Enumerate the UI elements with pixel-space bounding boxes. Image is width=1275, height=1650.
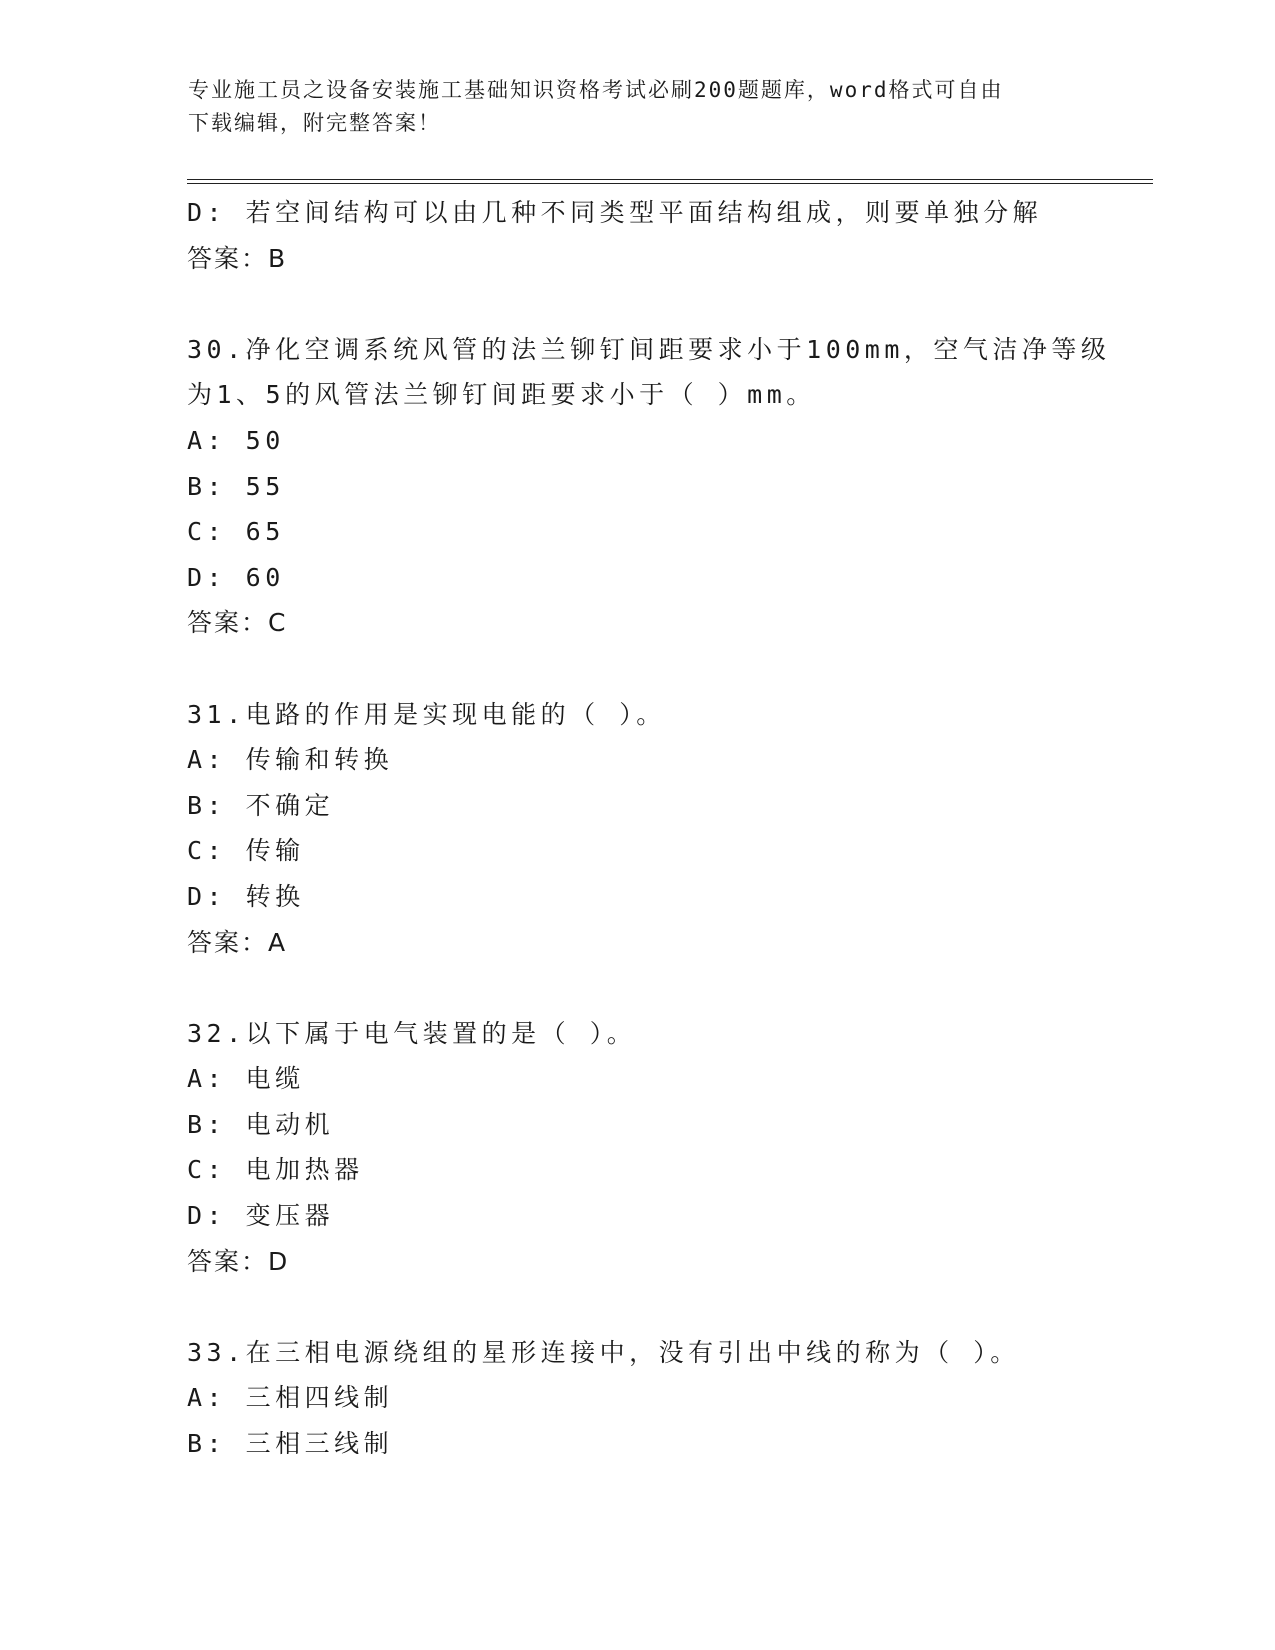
- spacer: [187, 646, 1127, 692]
- question-29-tail: [187, 190, 1127, 281]
- header-line-1: 专业施工员之设备安装施工基础知识资格考试必刷200题题库，word格式可自由: [188, 78, 1004, 102]
- option-a: A: 三相四线制: [187, 1383, 394, 1413]
- header-divider: [187, 179, 1153, 184]
- question-stem-continued: 为1、5的风管法兰铆钉间距要求小于（ ）mm。: [187, 380, 816, 410]
- answer-line: 答案：A: [187, 927, 288, 957]
- question-list: [187, 190, 1127, 1467]
- question-33: [187, 1330, 1127, 1467]
- answer-line: 答案：C: [187, 608, 288, 638]
- spacer: [187, 281, 1127, 327]
- option-a: A: 电缆: [187, 1064, 305, 1094]
- question-31: [187, 692, 1127, 966]
- option-b: B: 不确定: [187, 790, 335, 820]
- option-b: B: 电动机: [187, 1109, 335, 1139]
- answer-line: 答案：B: [187, 243, 288, 273]
- option-b: B: 三相三线制: [187, 1429, 394, 1459]
- option-d: D: 转换: [187, 881, 305, 911]
- answer-line: 答案：D: [187, 1246, 290, 1276]
- option-b: B: 55: [187, 471, 285, 501]
- option-c: C: 传输: [187, 836, 305, 866]
- option-d: D: 若空间结构可以由几种不同类型平面结构组成，则要单独分解: [187, 198, 1043, 227]
- question-30: [187, 327, 1127, 646]
- question-stem: 31.电路的作用是实现电能的（ ）。: [187, 699, 666, 729]
- option-c: C: 电加热器: [187, 1155, 364, 1185]
- header-line-2: 下载编辑，附完整答案！: [188, 111, 441, 135]
- option-a: A: 50: [187, 425, 285, 455]
- question-stem: 33.在三相电源绕组的星形连接中，没有引出中线的称为（ ）。: [187, 1337, 1020, 1367]
- question-stem: 30.净化空调系统风管的法兰铆钉间距要求小于100mm，空气洁净等级: [187, 334, 1111, 364]
- option-a: A: 传输和转换: [187, 745, 394, 775]
- question-32: [187, 1011, 1127, 1285]
- option-c: C: 65: [187, 517, 285, 547]
- option-d: D: 变压器: [187, 1201, 335, 1231]
- question-stem: 32.以下属于电气装置的是（ ）。: [187, 1018, 637, 1048]
- spacer: [187, 965, 1127, 1011]
- spacer: [187, 1284, 1127, 1330]
- document-header: [188, 74, 1088, 140]
- option-d: D: 60: [187, 562, 285, 592]
